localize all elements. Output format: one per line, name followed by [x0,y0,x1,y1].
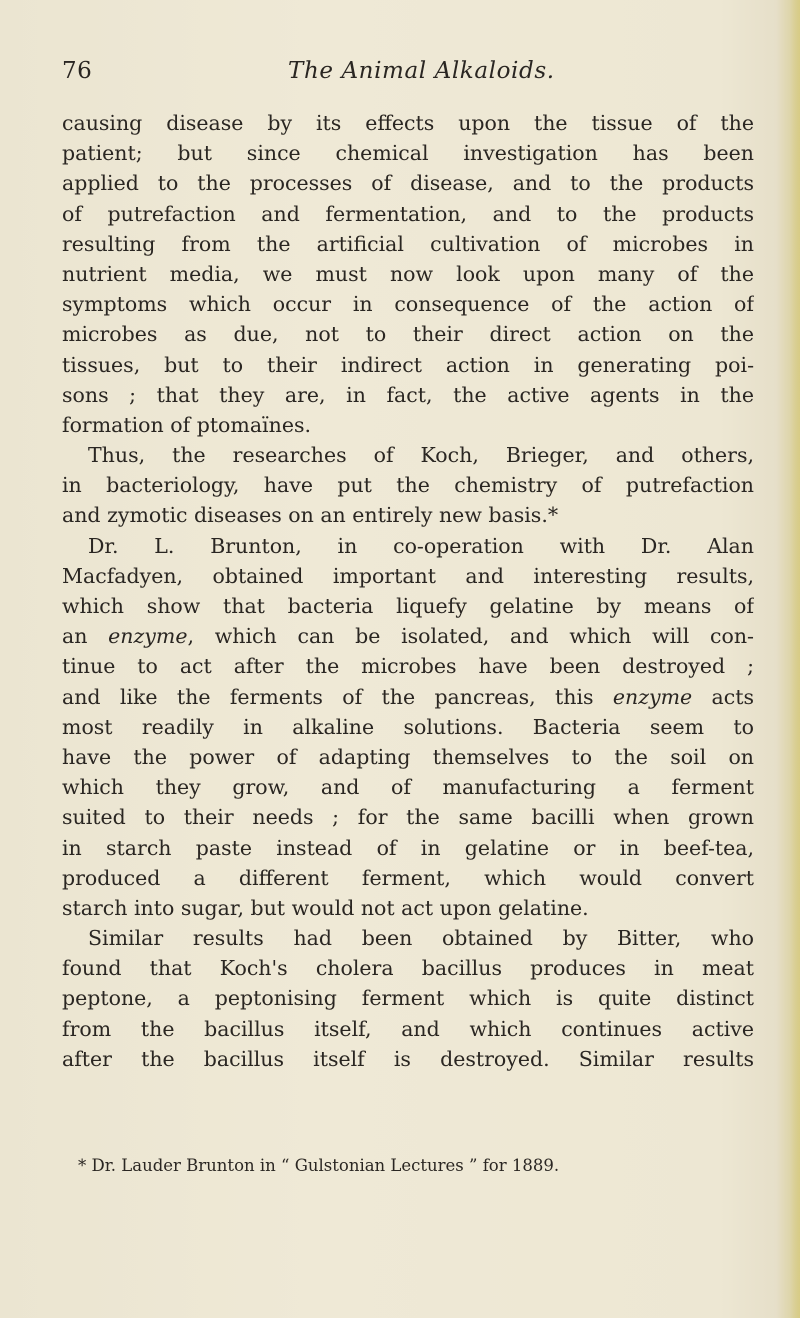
text-line: most readily in alkaline solutions. Bacteria seem to [62,714,754,739]
footnote: * Dr. Lauder Brunton in “ Gulstonian Lectures ” for 1889. [78,1156,560,1175]
text-line: in bacteriology, have put the chemistry of putrefaction [62,473,754,498]
body-text [62,108,754,1074]
text-line: nutrient media, we must now look upon many of the [62,261,754,286]
text-line: Macfadyen, obtained important and interesting results, [62,563,754,588]
page-edge-shadow [790,0,800,1318]
text-line: Dr. L. Brunton, in co-operation with Dr. Alan [88,533,754,558]
text-line: Thus, the researches of Koch, Brieger, and others, [88,443,754,468]
text-line: and like the ferments of the pancreas, this enzyme acts [62,684,754,709]
text-line: sons ; that they are, in fact, the active agents in the [62,382,754,407]
page-number: 76 [62,58,93,84]
page-header [62,58,752,94]
text-line: peptone, a peptonising ferment which is quite distinct [62,986,754,1011]
text-line: of putrefaction and fermentation, and to the products [62,201,754,226]
text-line: tinue to act after the microbes have been destroyed ; [62,654,754,679]
italic-term: enzyme [612,684,693,709]
text-line: and zymotic diseases on an entirely new basis.* [62,503,559,528]
text-line: from the bacillus itself, and which continues active [62,1016,754,1041]
text-line: Similar results had been obtained by Bitter, who [88,926,754,951]
text-line: produced a different ferment, which would convert [62,865,754,890]
text-line: suited to their needs ; for the same bacilli when grown [62,805,754,830]
text-line: patient; but since chemical investigation has been [62,141,754,166]
text-line: causing disease by its effects upon the tissue of the [62,111,754,135]
text-line: formation of ptomaïnes. [62,412,311,437]
text-line: tissues, but to their indirect action in generating poi- [62,352,754,377]
text-line: an enzyme, which can be isolated, and which will con- [62,624,754,649]
text-line: microbes as due, not to their direct action on the [62,322,754,347]
text-line: after the bacillus itself is destroyed. Similar results [62,1046,754,1071]
text-line: starch into sugar, but would not act upon gelatine. [62,895,589,920]
text-line: which show that bacteria liquefy gelatine by means of [62,594,754,618]
text-line: resulting from the artificial cultivation of microbes in [62,231,754,256]
italic-term: enzyme [108,624,188,649]
text-line: symptoms which occur in consequence of the action of [62,292,754,317]
text-line: found that Koch's cholera bacillus produces in meat [62,956,754,981]
text-line: which they grow, and of manufacturing a ferment [62,775,754,800]
text-line: have the power of adapting themselves to the soil on [62,744,754,769]
text-line: applied to the processes of disease, and to the products [62,171,754,196]
text-line: in starch paste instead of in gelatine or in beef-tea, [62,835,754,860]
running-title: The Animal Alkaloids. [288,58,555,84]
